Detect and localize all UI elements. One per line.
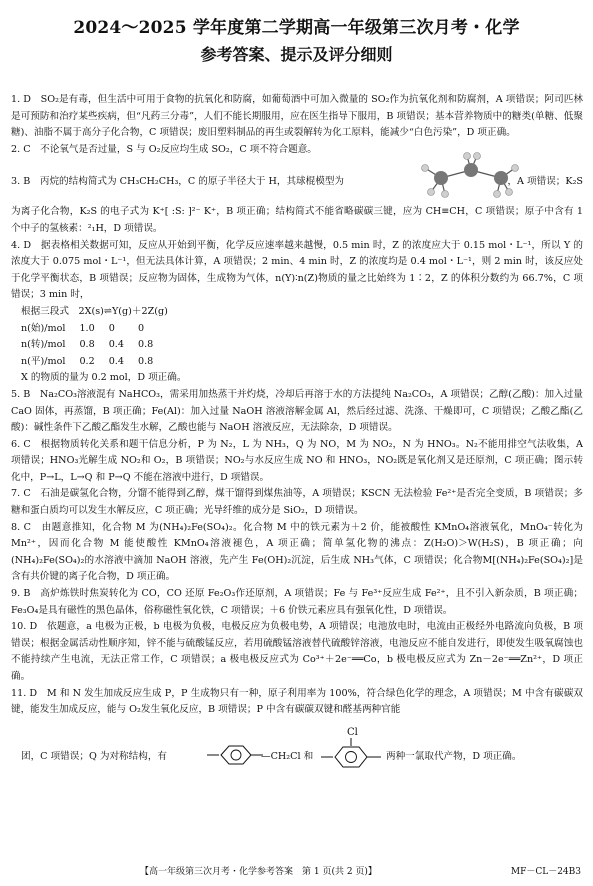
answer-q3-text-b: ，A 项错误；K₂S: [507, 176, 583, 188]
footer-code: MF－CL－24B3: [510, 867, 581, 877]
chlorobenzene-ring-structure: [321, 725, 385, 769]
page-title: 2024～2025 学年度第二学期高一年级第三次月考・化学: [73, 18, 520, 38]
answer-content: [11, 92, 583, 769]
answer-q11-text-3: 两种一氯取代产物，D 项正确。: [386, 750, 522, 762]
three-stage-table: [21, 321, 167, 371]
answer-q5: 5. B Na₂CO₃溶液混有 NaHCO₃，需采用加热蒸干并灼烧，冷却后再溶于水的方法提纯 Na₂CO₃，A 项错误；乙醇(乙酸)：加入过量 CaO 固体，再蒸馏，B 项正确；Fe(Al)：加入过量 NaOH 溶液溶解金属 Al，然后经过滤、洗涤、干燥即可，C 项错误；乙酸乙酯(乙酸)：碱性条件下乙酸乙酯发生水解，乙酸也能与 NaOH 溶液反应，无法除杂，D 项错误。: [11, 388, 583, 434]
answer-q7: 7. C 石油是碳氢化合物，分馏不能得到乙醇，煤干馏得到煤焦油等，A 项错误；KSCN 无法检验 Fe²⁺是否完全变质，B 项错误；多糖和蛋白质均可以发生水解反应，C 项正确；光导纤维的成分是 SiO₂，D 项错误。: [11, 488, 583, 517]
chlorine-label: Cl: [347, 726, 358, 738]
answer-q8: 8. C 由题意推知，化合物 M 为(NH₄)₂Fe(SO₄)₂。化合物 M 中的铁元素为＋2 价，能被酸性 KMnO₄溶液氧化，MnO₄⁻转化为 Mn²⁺，因而化合物 M 能使酸性 KMnO₄溶液褪色，A 项正确；简单氢化物的沸点：Z(H₂O)＞W(H₂S)，B 项正确；向(NH₄)₂Fe(SO₄)₂的水溶液中滴加 NaOH 溶液，先产生 Fe(OH)₂沉淀，后生成 NH₃气体，C 项错误；化合物M[(NH₄)₂Fe(SO₄)₂]是含有共价键的离子化合物，D 项正确。: [11, 521, 583, 583]
three-stage-header: 根据三段式 2X(s)⇌Y(g)＋2Z(g): [21, 305, 168, 317]
table-row: n(始)/mol 1.0 0 0: [21, 322, 145, 334]
answer-q3-row: [11, 158, 583, 204]
table-row: n(平)/mol 0.2 0.4 0.8: [21, 355, 154, 367]
answer-q11-structures: [11, 719, 583, 769]
answer-q11-text-2: —CH₂Cl 和: [261, 750, 314, 762]
answer-q4-conclusion: X 的物质的量为 0.2 mol，D 项正确。: [21, 372, 187, 384]
answer-q3-text-a: 3. B 丙烷的结构简式为 CH₃CH₂CH₃，C 的原子半径大于 H，其球棍模型为: [11, 176, 345, 188]
answer-q4: 4. D 据表格相关数据可知，反应从开始到平衡，化学反应速率越来越慢，0.5 min 时，Z 的浓度应大于 0.15 mol・L⁻¹，所以 Y 的浓度大于 0.075 mol・L⁻¹，但无法具体计算，A 项错误；2 min、4 min 时，Z 的浓度均是 0.4 mol・L⁻¹，则 2 min 时，该反应处于化学平衡状态，B 项错误；反应物为固体，生成物为气体，n(Y)∶n(Z)物质的量之比始终为 1∶2，Z 的体积分数约为 66.7%，C 项错误；3 min 时，: [11, 239, 583, 301]
table-row: n(转)/mol 0.8 0.4 0.8: [21, 339, 154, 351]
benzyl-chloride-structure: [207, 743, 263, 767]
answer-q2: 2. C 不论氧气是否过量，S 与 O₂反应均生成 SO₂，C 项不符合题意。: [11, 143, 317, 155]
answer-q11-text-1: 团，C 项错误；Q 为对称结构，有: [21, 750, 168, 762]
footer-page-info: 【高一年级第三次月考・化学参考答案 第 1 页(共 2 页)】: [140, 867, 377, 877]
answer-q11: 11. D M 和 N 发生加成反应生成 P，P 生成物只有一种，原子利用率为 100%，符合绿色化学的理念，A 项错误；M 中含有碳碳双键，能发生加成反应，能与 O₂发生氧化反应，B 项错误；P 中含有碳碳双键和醛基两种官能: [11, 687, 583, 716]
answer-q9: 9. B 高炉炼铁时焦炭转化为 CO，CO 还原 Fe₂O₃作还原剂，A 项错误；Fe 与 Fe³⁺反应生成 Fe²⁺，且不引入新杂质，B 项正确；Fe₃O₄是具有磁性的黑色晶体，俗称磁性氧化铁，C 项错误；＋6 价铁元素应具有强氧化性，D 项错误。: [11, 588, 583, 616]
answer-q10: 10. D 依题意，a 电极为正极，b 电极为负极，电极反应为负极电势，A 项错误；电池放电时，电流由正极经外电路流向负极，B 项错误；根据金属活动性顺序知，锌不能与硫酸锰反应，若用硫酸锰溶液替代硫酸锌溶液，电池反应不能自发进行，即使发生吸氧腐蚀也不能持续产生电流，无法正常工作，C 项错误；a 极电极反应式为 Co³⁺＋2e⁻══Co，b 极电极反应式为 Zn－2e⁻══Zn²⁺，D 项正确。: [11, 621, 583, 682]
answer-q6: 6. C 根据物质转化关系和题干信息分析，P 为 N₂，L 为 NH₃，Q 为 NO，M 为 NO₂，N 为 HNO₃。N₂不能用排空气法收集，A 项错误；HNO₃光解生成 NO₂和 O₂，B 项错误；NO₂与水反应生成 NO 和 HNO₃，NO₂既是氧化剂又是还原剂，C 项正确；图示转化中，P→L，L→Q 和 P→Q 不能在溶液中进行，D 项错误。: [11, 438, 583, 483]
answer-q3-text-c: 为离子化合物，K₂S 的电子式为 K⁺[ :S: ]²⁻ K⁺，B 项正确；结构简式不能省略碳碳三键，应为 CH≡CH，C 项错误；原子中含有 1 个中子的氢核素：²₁H，D 项错误。: [11, 206, 583, 234]
answer-q1: 1. D SO₂是有毒，但生活中可用于食物的抗氧化和防腐，如葡萄酒中可加入微量的 SO₂作为抗氧化剂和防腐剂，A 项错误；阿司匹林是可预防和治疗某些疾病，但“凡药三分毒”，人们不能长期服用，应在医生指导下服用，B 项错误；基本营养物质中的糖类(单糖、低聚糖)、油脂不属于高分子化合物，C 项错误；废旧塑料制品的再生或裂解转为化工原料，能减少“白色污染”，D 项正确。: [11, 94, 583, 139]
page-subtitle: 参考答案、提示及评分细则: [200, 45, 393, 64]
